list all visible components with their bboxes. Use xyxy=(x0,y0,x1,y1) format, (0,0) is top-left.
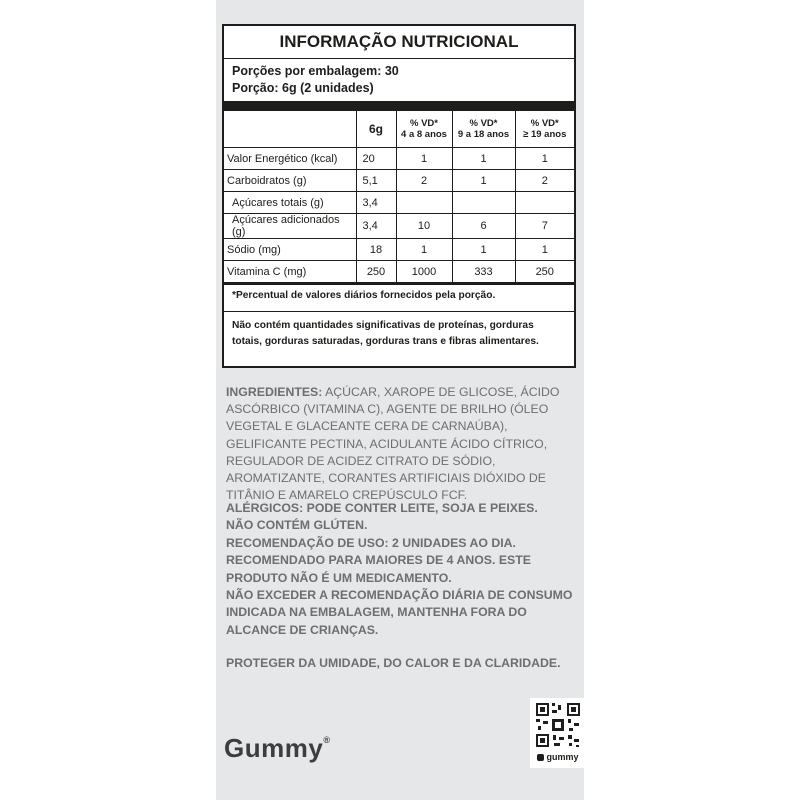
storage-instructions: PROTEGER DA UMIDADE, DO CALOR E DA CLARIDADE. xyxy=(226,656,561,670)
header-vd-19: % VD* ≥ 19 anos xyxy=(515,111,574,148)
header-qty: 6g xyxy=(356,111,396,148)
servings-per-package: Porções por embalagem: 30 xyxy=(232,64,399,78)
thick-divider xyxy=(224,101,574,111)
nutrient-table xyxy=(224,111,574,283)
ingredients-label: INGREDIENTES: xyxy=(226,385,323,399)
table-row: Vitamina C (mg) 250 1000 333 250 xyxy=(224,261,574,283)
safety-warning: NÃO EXCEDER A RECOMENDAÇÃO DIÁRIA DE CONSUMO INDICADA NA EMBALAGEM, MANTENHA FORA DO ALCANCE DE CRIANÇAS. xyxy=(226,588,573,637)
header-vd-9-18: % VD* 9 a 18 anos xyxy=(452,111,515,148)
portions-info xyxy=(224,59,574,101)
table-header-row xyxy=(224,111,574,148)
brand-name: Gummy xyxy=(224,733,324,763)
nutrition-facts-table xyxy=(222,24,576,368)
disclaimer: Não contém quantidades significativas de proteínas, gorduras totais, gorduras saturadas, gorduras trans e fibras alimentares. xyxy=(224,311,574,356)
brand-logo xyxy=(224,733,330,764)
header-vd-4-8: % VD* 4 a 8 anos xyxy=(396,111,452,148)
gluten-warning: NÃO CONTÉM GLÚTEN. xyxy=(226,518,368,533)
trademark: ® xyxy=(323,735,331,745)
table-row: Valor Energético (kcal) 20 1 1 1 xyxy=(224,148,574,170)
ingredients-text xyxy=(226,384,582,504)
table-row: Açúcares adicionados (g) 3,4 10 6 7 xyxy=(224,214,574,239)
social-handle: gummy xyxy=(530,752,586,762)
warnings-block xyxy=(226,500,582,639)
ingredients-list: AÇÚCAR, XAROPE DE GLICOSE, ÁCIDO ASCÓRBICO (VITAMINA C), AGENTE DE BRILHO (ÓLEO VEGETAL E GLACEANTE CERA DE CARNAÚBA), GELIFICANTE PECTINA, ACIDULANTE ÁCIDO CÍTRICO, REGULADOR DE ACIDEZ CITRATO DE SÓDIO, AROMATIZANTE, CORANTES ARTIFICIAIS DIÓXIDO DE TITÂNIO E AMARELO CREPÚSCULO FCF. xyxy=(226,385,560,503)
table-row: Sódio (mg) 18 1 1 1 xyxy=(224,239,574,261)
serving-size: Porção: 6g (2 unidades) xyxy=(232,81,374,95)
nutrition-title: INFORMAÇÃO NUTRICIONAL xyxy=(224,26,574,59)
allergen-warning: ALÉRGICOS: PODE CONTER LEITE, SOJA E PEIXES. xyxy=(226,501,538,515)
table-row: Carboidratos (g) 5,1 2 1 2 xyxy=(224,170,574,192)
qr-code-icon[interactable] xyxy=(534,701,582,749)
instagram-icon xyxy=(537,754,544,761)
footnote: *Percentual de valores diários fornecidos pela porção. xyxy=(224,283,574,311)
usage-recommendation: RECOMENDAÇÃO DE USO: 2 UNIDADES AO DIA. RECOMENDADO PARA MAIORES DE 4 ANOS. ESTE PRODUTO NÃO É UM MEDICAMENTO. xyxy=(226,535,531,585)
table-row: Açúcares totais (g) 3,4 xyxy=(224,192,574,214)
